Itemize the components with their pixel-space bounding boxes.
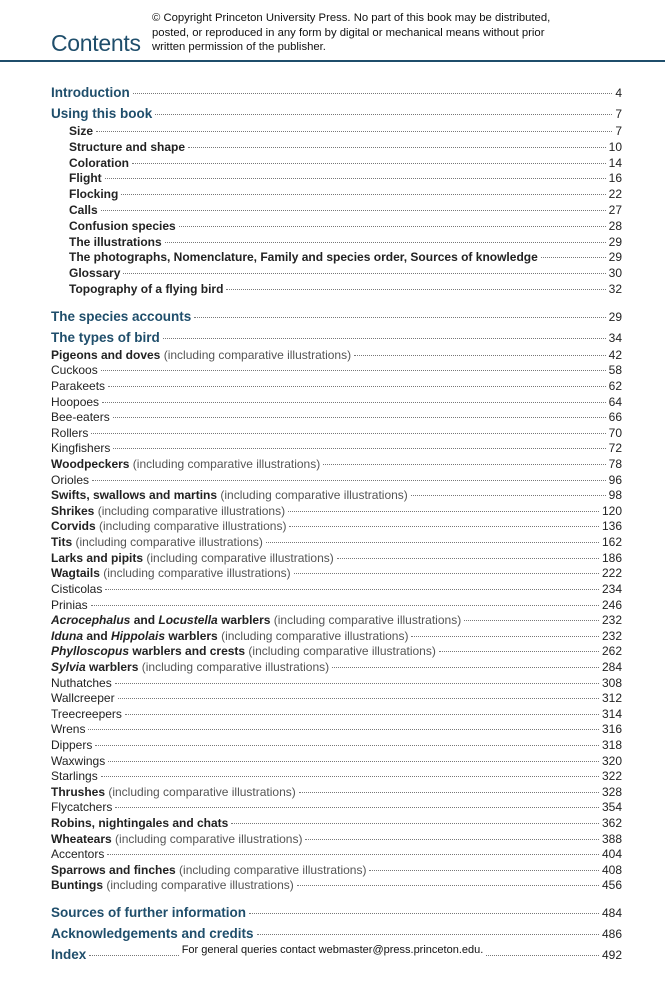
leader-dots [323, 464, 605, 465]
bird-groups-list [51, 348, 622, 894]
group-note: (including comparative illustrations) [138, 659, 330, 674]
genus-name: Iduna [51, 628, 83, 643]
toc-label [51, 473, 89, 489]
toc-subentry[interactable] [51, 266, 622, 282]
leader-dots [155, 114, 612, 115]
group-note: (including comparative illustrations) [103, 878, 294, 893]
leader-dots [91, 433, 605, 434]
page-number: 58 [608, 363, 622, 378]
toc-label: The species accounts [51, 308, 192, 324]
toc-label: The illustrations [69, 234, 162, 249]
group-name: Wallcreeper [51, 691, 115, 706]
group-note: (including comparative illustrations) [143, 550, 334, 565]
page-number: 222 [601, 566, 622, 581]
leader-dots [257, 934, 599, 935]
group-name: Cuckoos [51, 363, 98, 378]
page-number: 284 [601, 659, 622, 674]
group-name: Robins, nightingales and chats [51, 816, 229, 831]
leader-dots [354, 355, 606, 356]
toc-bird-group[interactable] [51, 348, 622, 364]
page-number: 388 [601, 831, 622, 846]
page-number: 4 [615, 86, 622, 100]
using-this-book-list [51, 124, 622, 298]
group-name: Cisticolas [51, 581, 103, 596]
toc-label [51, 863, 366, 879]
page-number: 408 [601, 862, 622, 877]
page-number: 314 [601, 706, 622, 721]
leader-dots [226, 289, 605, 290]
page-number: 246 [601, 597, 622, 612]
leader-dots [541, 257, 606, 258]
leader-dots [266, 542, 599, 543]
page-number: 120 [601, 503, 622, 518]
toc-bird-group[interactable] [51, 488, 622, 504]
conjunction: and [83, 628, 112, 643]
page-number: 29 [608, 250, 622, 265]
group-name: Parakeets [51, 378, 106, 393]
toc-label [51, 816, 228, 832]
toc-bird-group[interactable] [51, 769, 622, 785]
group-note: (including comparative illustrations) [217, 628, 409, 643]
toc-label: Structure and shape [69, 139, 186, 154]
toc-bird-group[interactable] [51, 613, 622, 629]
toc-label [51, 379, 105, 395]
leader-dots [95, 745, 599, 746]
toc-label [51, 847, 104, 863]
toc-label: Introduction [51, 85, 130, 100]
leader-dots [249, 913, 599, 914]
page-number: 162 [601, 535, 622, 550]
leader-dots [165, 242, 606, 243]
leader-dots [288, 511, 599, 512]
toc-label: Topography of a flying bird [69, 281, 224, 296]
genus-name: Acrocephalus [51, 613, 131, 628]
page-number: 234 [601, 581, 622, 596]
footer-contact [0, 944, 665, 956]
toc-label: Glossary [69, 266, 121, 281]
page-number: 62 [608, 378, 622, 393]
page-title: Contents [51, 30, 141, 56]
group-note: (including comparative illustrations) [217, 488, 408, 503]
leader-dots [179, 226, 606, 227]
toc-label [51, 582, 102, 598]
page-number: 322 [601, 769, 622, 784]
toc-bird-group[interactable] [51, 691, 622, 707]
leader-dots [163, 338, 606, 339]
group-name: Wheatears [51, 831, 112, 846]
toc-subentry[interactable] [51, 140, 622, 156]
group-name: Woodpeckers [51, 457, 130, 472]
toc-subentry[interactable] [51, 171, 622, 187]
group-note: (including comparative illustrations) [72, 535, 263, 550]
leader-dots [115, 807, 599, 808]
leader-dots [107, 854, 599, 855]
group-name: warblers [165, 628, 218, 643]
group-note: (including comparative illustrations) [111, 831, 303, 846]
toc-bird-group[interactable] [51, 878, 622, 894]
genus-name: Phylloscopus [51, 644, 130, 659]
copyright-notice: © Copyright Princeton University Press. No part of this book may be distributed, posted, or reproduced in any form by digital or mechanical means without prior written permission of the publisher. [152, 12, 551, 53]
leader-dots [121, 194, 605, 195]
leader-dots [113, 448, 605, 449]
group-note: (including comparative illustrations) [270, 613, 462, 628]
leader-dots [118, 698, 599, 699]
leader-dots [369, 870, 599, 871]
toc-label: Flight [69, 171, 102, 186]
toc-label [51, 535, 263, 551]
toc-label [51, 348, 351, 364]
page-number: 492 [601, 948, 622, 963]
toc-label [51, 629, 408, 645]
leader-dots [115, 683, 599, 684]
page-number: 456 [601, 878, 622, 893]
group-name: Sparrows and finches [51, 862, 176, 877]
group-name: Wagtails [51, 566, 100, 581]
toc-label [51, 644, 436, 660]
toc-bird-group[interactable] [51, 582, 622, 598]
page-number: 30 [608, 266, 622, 281]
leader-dots [133, 93, 613, 94]
toc-entry[interactable] [51, 923, 622, 944]
page-number: 7 [615, 107, 622, 121]
header-rule [0, 60, 665, 62]
page-number: 34 [608, 330, 622, 345]
toc-subentry[interactable] [51, 219, 622, 235]
leader-dots [96, 131, 612, 132]
toc-label [51, 426, 88, 442]
toc-bird-group[interactable] [51, 379, 622, 395]
toc-bird-group[interactable] [51, 519, 622, 535]
toc-label: Acknowledgements and credits [51, 926, 254, 942]
toc-bird-group[interactable] [51, 410, 622, 426]
group-note: (including comparative illustrations) [160, 347, 352, 362]
toc-bird-group[interactable] [51, 738, 622, 754]
page-number: 22 [608, 187, 622, 202]
group-name: Swifts, swallows and martins [51, 488, 218, 503]
page-number: 29 [608, 309, 622, 324]
toc-bird-group[interactable] [51, 863, 622, 879]
leader-dots [102, 402, 606, 403]
toc-bird-group[interactable] [51, 551, 622, 567]
toc-label [51, 832, 302, 848]
page-number: 484 [601, 906, 622, 921]
group-name: Prinias [51, 597, 88, 612]
toc-label [51, 551, 334, 567]
leader-dots [105, 589, 599, 590]
toc-bird-group[interactable] [51, 660, 622, 676]
toc-label [51, 754, 105, 770]
group-name: Nuthatches [51, 675, 112, 690]
group-name: Shrikes [51, 503, 95, 518]
toc-bird-group[interactable] [51, 800, 622, 816]
page-number: 70 [608, 425, 622, 440]
toc-label [51, 441, 110, 457]
toc-bird-group[interactable] [51, 441, 622, 457]
toc-bird-group[interactable] [51, 504, 622, 520]
toc-bird-group[interactable] [51, 816, 622, 832]
genus-name: Sylvia [51, 659, 86, 674]
page-number: 64 [608, 394, 622, 409]
toc-label [51, 676, 112, 692]
page-number: 96 [608, 472, 622, 487]
leader-dots [231, 823, 599, 824]
toc-label [51, 519, 286, 535]
page-number: 318 [601, 738, 622, 752]
group-name: Wrens [51, 722, 86, 737]
page-number: 42 [608, 347, 622, 362]
leader-dots [101, 370, 606, 371]
group-name: Larks and pipits [51, 550, 144, 565]
group-name: Kingfishers [51, 441, 111, 456]
page-number: 7 [615, 124, 622, 138]
group-name: Bee-eaters [51, 410, 110, 425]
group-note: (including comparative illustrations) [105, 784, 296, 799]
toc-bird-group[interactable] [51, 707, 622, 723]
toc-subentry[interactable] [51, 187, 622, 203]
toc-label [51, 395, 99, 411]
group-name: warblers [217, 613, 271, 628]
group-name: warblers and crests [129, 644, 246, 659]
group-note: (including comparative illustrations) [245, 644, 436, 659]
page-number: 72 [608, 441, 622, 456]
leader-dots [294, 573, 599, 574]
page-number: 354 [601, 800, 622, 815]
page-number: 308 [601, 675, 622, 690]
group-note: (including comparative illustrations) [129, 457, 321, 472]
toc-label [51, 738, 92, 754]
toc-subentry[interactable] [51, 235, 622, 251]
toc-label: Using this book [51, 106, 153, 121]
leader-dots [464, 620, 599, 621]
group-name: Orioles [51, 472, 90, 487]
toc-label: Calls [69, 202, 98, 217]
toc-label [51, 613, 461, 629]
toc-label: The photographs, Nomenclature, Family and species order, Sources of knowledge [69, 250, 538, 265]
leader-dots [305, 839, 599, 840]
page-number: 10 [608, 139, 622, 154]
page-number: 14 [608, 155, 622, 170]
leader-dots [289, 526, 599, 527]
group-name: Dippers [51, 738, 93, 752]
leader-dots [132, 163, 606, 164]
toc-entry-using-this-book[interactable] [51, 103, 622, 124]
genus-name: Hippolais [111, 628, 166, 643]
leader-dots [92, 480, 606, 481]
group-name: Flycatchers [51, 800, 113, 815]
toc-bird-group[interactable] [51, 395, 622, 411]
group-name: warblers [85, 659, 139, 674]
toc-label [51, 800, 112, 816]
toc-label [51, 707, 122, 723]
group-note: (including comparative illustrations) [99, 566, 291, 581]
page-number: 66 [608, 410, 622, 425]
toc-bird-group[interactable] [51, 566, 622, 582]
toc-bird-group[interactable] [51, 426, 622, 442]
toc-label: Sources of further information [51, 905, 247, 921]
leader-dots [88, 729, 599, 730]
leader-dots [108, 761, 599, 762]
toc-label [51, 691, 115, 707]
genus-name: Locustella [158, 613, 218, 628]
toc-subentry[interactable] [51, 156, 622, 172]
toc-entry-introduction[interactable] [51, 82, 622, 103]
page-number: 232 [601, 613, 622, 628]
toc-label: Size [69, 124, 94, 138]
toc-label: Coloration [69, 155, 129, 170]
leader-dots [299, 792, 599, 793]
toc-bird-group[interactable] [51, 847, 622, 863]
toc-label [51, 457, 320, 473]
toc-bird-group[interactable] [51, 363, 622, 379]
leader-dots [101, 210, 606, 211]
toc-subentry[interactable] [51, 203, 622, 219]
leader-dots [411, 495, 606, 496]
group-name: Accentors [51, 847, 105, 862]
group-name: Thrushes [51, 784, 106, 799]
group-name: Pigeons and doves [51, 347, 161, 362]
page-number: 262 [601, 644, 622, 659]
conjunction: and [130, 613, 159, 628]
page-number: 29 [608, 234, 622, 249]
page-number: 186 [601, 550, 622, 565]
toc-label [51, 488, 408, 504]
toc-bird-group[interactable] [51, 535, 622, 551]
leader-dots [105, 178, 606, 179]
group-note: (including comparative illustrations) [94, 503, 286, 518]
table-of-contents [51, 82, 622, 965]
toc-subentry[interactable] [51, 124, 622, 140]
page-number: 28 [608, 218, 622, 233]
group-name: Rollers [51, 425, 89, 440]
toc-label: Flocking [69, 187, 119, 202]
group-name: Starlings [51, 769, 98, 784]
toc-label [51, 363, 98, 379]
toc-bird-group[interactable] [51, 598, 622, 614]
group-name: Waxwings [51, 753, 106, 768]
toc-label [51, 410, 110, 426]
toc-label [51, 722, 85, 738]
toc-bird-group[interactable] [51, 473, 622, 489]
toc-bird-group[interactable] [51, 644, 622, 660]
toc-bird-group[interactable] [51, 629, 622, 645]
toc-subentry[interactable] [51, 282, 622, 298]
leader-dots [125, 714, 599, 715]
page-number: 328 [601, 784, 622, 799]
leader-dots [91, 605, 599, 606]
leader-dots [297, 885, 599, 886]
page-number: 16 [608, 171, 622, 186]
page-number: 232 [601, 628, 622, 643]
toc-label [51, 660, 329, 676]
toc-label [51, 769, 98, 785]
group-name: Corvids [51, 519, 96, 534]
page-number: 320 [601, 753, 622, 768]
page-number: 486 [601, 927, 622, 942]
toc-label: The types of bird [51, 329, 160, 345]
page-number: 312 [601, 691, 622, 706]
page-number: 404 [601, 847, 622, 862]
leader-dots [188, 147, 606, 148]
group-note: (including comparative illustrations) [95, 519, 287, 534]
leader-dots [337, 558, 599, 559]
group-name: Treecreepers [51, 706, 122, 721]
group-name: Tits [51, 535, 73, 550]
toc-label [51, 566, 291, 582]
page-number: 136 [601, 519, 622, 534]
page-number: 27 [608, 202, 622, 217]
leader-dots [194, 317, 605, 318]
toc-bird-group[interactable] [51, 832, 622, 848]
toc-entry-species-accounts[interactable] [51, 306, 622, 327]
page-number: 32 [608, 281, 622, 296]
toc-bird-group[interactable] [51, 754, 622, 770]
toc-bird-group[interactable] [51, 676, 622, 692]
toc-label [51, 598, 88, 614]
leader-dots [123, 273, 605, 274]
toc-label: Confusion species [69, 218, 176, 233]
leader-dots [113, 417, 606, 418]
group-name: Hoopoes [51, 394, 100, 409]
group-name: Buntings [51, 878, 103, 893]
toc-entry[interactable] [51, 902, 622, 923]
toc-label: Index [51, 947, 87, 963]
leader-dots [439, 651, 599, 652]
page-number: 78 [608, 457, 622, 472]
toc-label [51, 785, 296, 801]
toc-bird-group[interactable] [51, 457, 622, 473]
toc-bird-group[interactable] [51, 785, 622, 801]
page-number: 316 [601, 722, 622, 737]
toc-entry-types-of-bird[interactable] [51, 327, 622, 348]
toc-label [51, 878, 294, 894]
group-note: (including comparative illustrations) [175, 862, 367, 877]
footer-text: For general queries contact webmaster@press.princeton.edu. [181, 944, 484, 956]
page-number: 362 [601, 816, 622, 831]
page-number: 98 [608, 488, 622, 503]
toc-label [51, 504, 285, 520]
toc-subentry[interactable] [51, 250, 622, 266]
toc-bird-group[interactable] [51, 722, 622, 738]
leader-dots [101, 776, 599, 777]
leader-dots [108, 386, 606, 387]
leader-dots [411, 636, 598, 637]
leader-dots [332, 667, 599, 668]
